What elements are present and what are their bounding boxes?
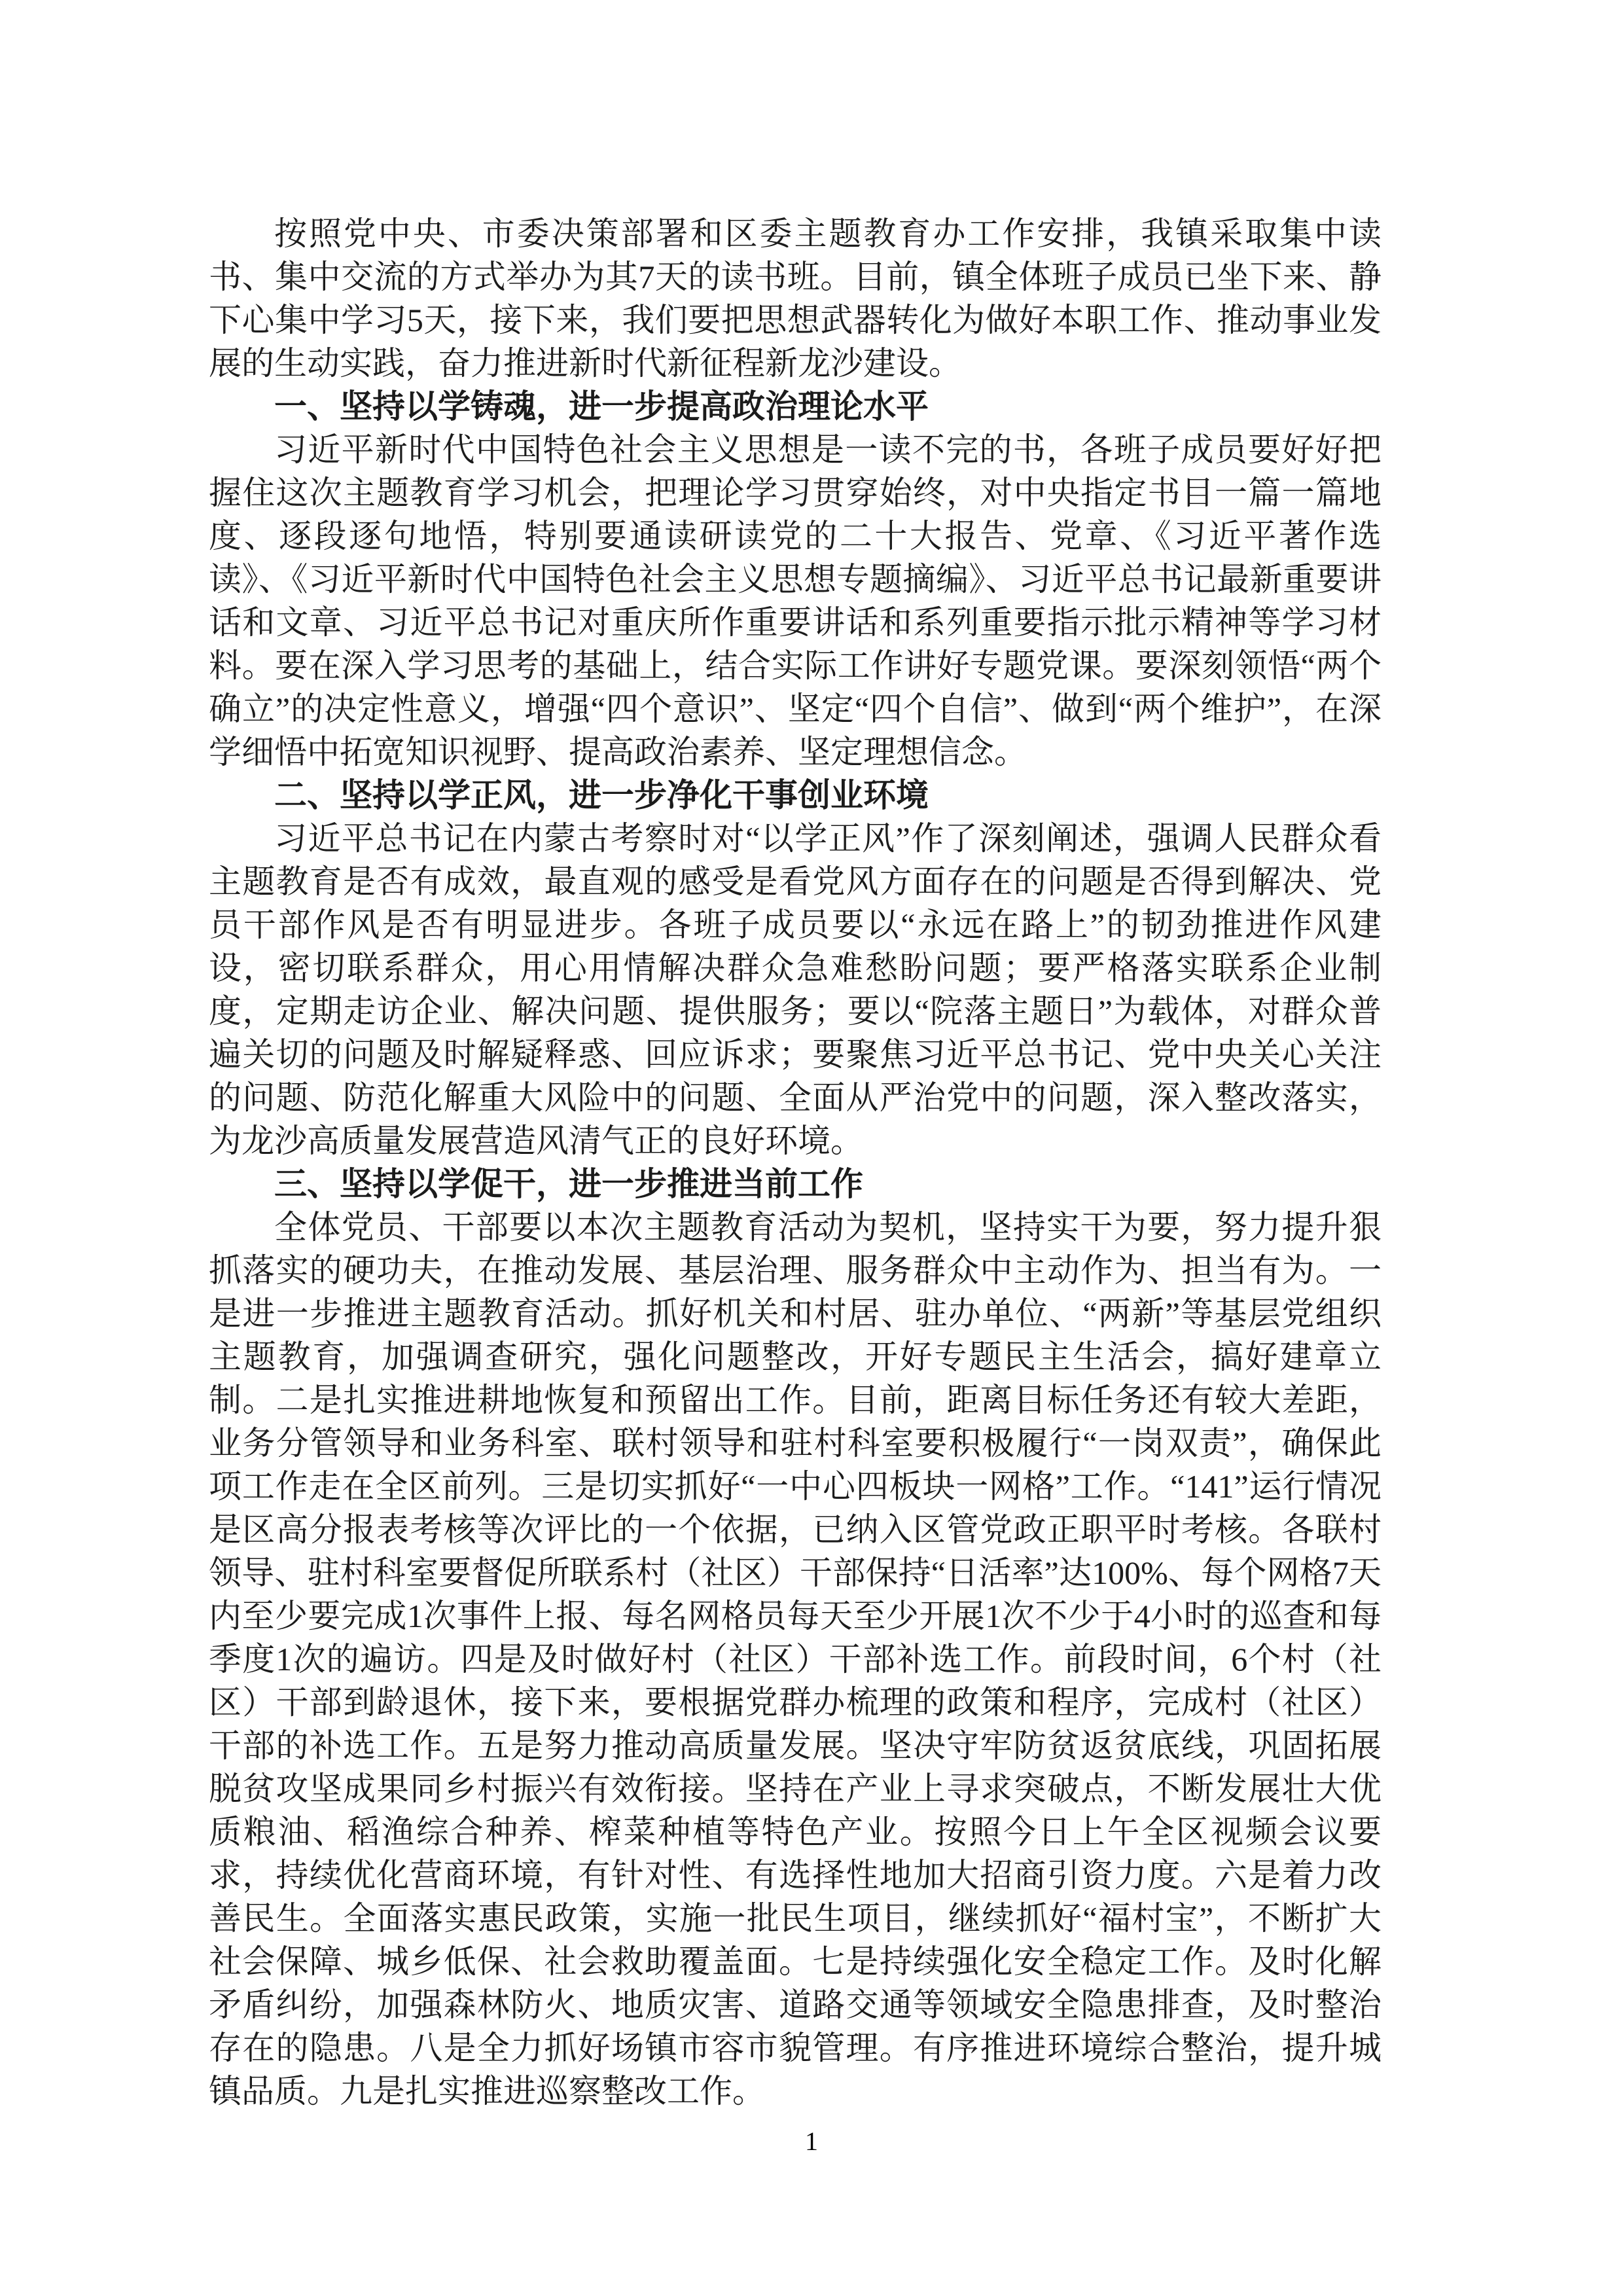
section-heading-1: 一、坚持以学铸魂，进一步提高政治理论水平: [274, 388, 929, 425]
page-number: 1: [805, 2126, 818, 2156]
section-heading-2: 二、坚持以学正风，进一步净化干事创业环境: [274, 777, 929, 814]
section-heading-3: 三、坚持以学促干，进一步推进当前工作: [274, 1166, 863, 1202]
paragraph-intro: 按照党中央、市委决策部署和区委主题教育办工作安排，我镇采取集中读书、集中交流的方式举办为其7天的读书班。目前，镇全体班子成员已坐下来、静下心集中学习5天，接下来，我们要把思想武器转化为做好本职工作、推动事业发展的生动实践，奋力推进新时代新征程新龙沙建设。: [209, 215, 1382, 382]
paragraph-section-3: 全体党员、干部要以本次主题教育活动为契机，坚持实干为要，努力提升狠抓落实的硬功夫，在推动发展、基层治理、服务群众中主动作为、担当有为。一是进一步推进主题教育活动。抓好机关和村居、驻办单位、“两新”等基层党组织主题教育，加强调查研究，强化问题整改，开好专题民主生活会，搞好建章立制。二是扎实推进耕地恢复和预留出工作。目前，距离目标任务还有较大差距，业务分管领导和业务科室、联村领导和驻村科室要积极履行“一岗双责”，确保此项工作走在全区前列。三是切实抓好“一中心四板块一网格”工作。“141”运行情况是区高分报表考核等次评比的一个依据，已纳入区管党政正职平时考核。各联村领导、驻村科室要督促所联系村（社区）干部保持“日活率”达100%、每个网格7天内至少要完成1次事件上报、每名网格员每天至少开展1次不少于4小时的巡查和每季度1次的遍访。四是及时做好村（社区）干部补选工作。前段时间，6个村（社区）干部到龄退休，接下来，要根据党群办梳理的政策和程序，完成村（社区）干部的补选工作。五是努力推动高质量发展。坚决守牢防贫返贫底线，巩固拓展脱贫攻坚成果同乡村振兴有效衔接。坚持在产业上寻求突破点，不断发展壮大优质粮油、稻渔综合种养、榨菜种植等特色产业。按照今日上午全区视频会议要求，持续优化营商环境，有针对性、有选择性地加大招商引资力度。六是着力改善民生。全面落实惠民政策，实施一批民生项目，继续抓好“福村宝”，不断扩大社会保障、城乡低保、社会救助覆盖面。七是持续强化安全稳定工作。及时化解矛盾纠纷，加强森林防火、地质灾害、道路交通等领域安全隐患排查，及时整治存在的隐患。八是全力抓好场镇市容市貌管理。有序推进环境综合整治，提升城镇品质。九是扎实推进巡察整改工作。: [209, 1209, 1382, 2109]
paragraph-section-2: 习近平总书记在内蒙古考察时对“以学正风”作了深刻阐述，强调人民群众看主题教育是否有成效，最直观的感受是看党风方面存在的问题是否得到解决、党员干部作风是否有明显进步。各班子成员要以“永远在路上”的韧劲推进作风建设，密切联系群众，用心用情解决群众急难愁盼问题；要严格落实联系企业制度，定期走访企业、解决问题、提供服务；要以“院落主题日”为载体，对群众普遍关切的问题及时解疑释惑、回应诉求；要聚焦习近平总书记、党中央关心关注的问题、防范化解重大风险中的问题、全面从严治党中的问题，深入整改落实，为龙沙高质量发展营造风清气正的良好环境。: [209, 820, 1382, 1159]
paragraph-section-1: 习近平新时代中国特色社会主义思想是一读不完的书，各班子成员要好好把握住这次主题教育学习机会，把理论学习贯穿始终，对中央指定书目一篇一篇地度、逐段逐句地悟，特别要通读研读党的二十大报告、党章、《习近平著作选读》、《习近平新时代中国特色社会主义思想专题摘编》、习近平总书记最新重要讲话和文章、习近平总书记对重庆所作重要讲话和系列重要指示批示精神等学习材料。要在深入学习思考的基础上，结合实际工作讲好专题党课。要深刻领悟“两个确立”的决定性意义，增强“四个意识”、坚定“四个自信”、做到“两个维护”，在深学细悟中拓宽知识视野、提高政治素养、坚定理想信念。: [209, 431, 1382, 770]
document-body: [209, 212, 1382, 2113]
